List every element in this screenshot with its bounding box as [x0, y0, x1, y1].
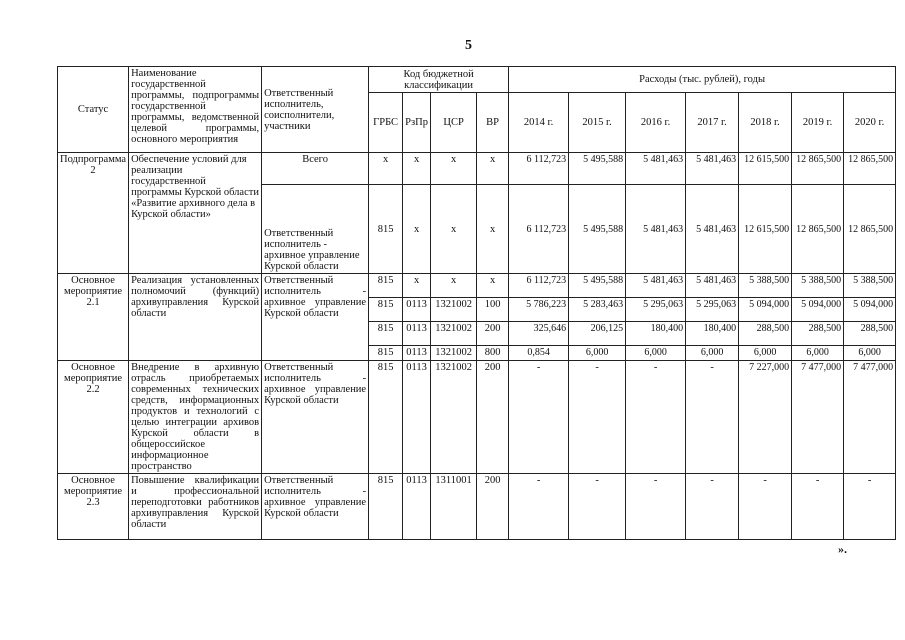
grbs-cell: 815: [369, 185, 403, 274]
status-cell: Основное мероприятие 2.2: [58, 361, 129, 474]
csr-cell: х: [431, 185, 477, 274]
rzpr-cell: 0113: [403, 298, 431, 322]
csr-cell: 1311001: [431, 474, 477, 540]
rzpr-cell: х: [403, 185, 431, 274]
value-cell: 5 495,588: [569, 185, 626, 274]
value-cell: 5 094,000: [844, 298, 896, 322]
closing-quote-mark: ».: [838, 542, 847, 556]
value-cell: -: [739, 474, 792, 540]
value-cell: -: [686, 361, 739, 474]
grbs-cell: 815: [369, 274, 403, 298]
value-cell: 180,400: [626, 322, 686, 346]
value-cell: 6 112,723: [509, 185, 569, 274]
table-row: [58, 274, 896, 298]
value-cell: 5 481,463: [686, 185, 739, 274]
value-cell: -: [792, 474, 844, 540]
grbs-cell: 815: [369, 474, 403, 540]
responsible-cell: Ответственный исполнитель - архивное управление Курской области: [262, 474, 369, 540]
budget-table: [57, 66, 896, 540]
name-cell: Внедрение в архивную отрасль приобретаемых современных технических средств, информационных продуктов и технологий с целью интеграции архивов Курской области в общероссийское информационное пространство: [129, 361, 262, 474]
status-cell: Подпрограмма 2: [58, 153, 129, 274]
csr-cell: х: [431, 153, 477, 185]
value-cell: 5 786,223: [509, 298, 569, 322]
value-cell: -: [686, 474, 739, 540]
responsible-cell: Ответственный исполнитель - архивное управление Курской области: [262, 274, 369, 361]
header-year-2020: 2020 г.: [844, 93, 896, 153]
grbs-cell: х: [369, 153, 403, 185]
vr-cell: 200: [477, 322, 509, 346]
value-cell: 5 481,463: [686, 274, 739, 298]
value-cell: 12 615,500: [739, 185, 792, 274]
value-cell: 6,000: [792, 346, 844, 361]
value-cell: 6,000: [686, 346, 739, 361]
responsible-cell: Всего: [262, 153, 369, 185]
value-cell: -: [626, 361, 686, 474]
value-cell: 325,646: [509, 322, 569, 346]
value-cell: 288,500: [844, 322, 896, 346]
csr-cell: 1321002: [431, 361, 477, 474]
value-cell: 6 112,723: [509, 153, 569, 185]
value-cell: 0,854: [509, 346, 569, 361]
vr-cell: 200: [477, 474, 509, 540]
header-grbs: ГРБС: [369, 93, 403, 153]
value-cell: -: [569, 474, 626, 540]
value-cell: 6,000: [739, 346, 792, 361]
vr-cell: х: [477, 274, 509, 298]
rzpr-cell: х: [403, 274, 431, 298]
rzpr-cell: 0113: [403, 346, 431, 361]
name-cell: Реализация установленных полномочий (функций) архивуправления Курской области: [129, 274, 262, 361]
value-cell: 5 481,463: [626, 153, 686, 185]
value-cell: 12 865,500: [792, 185, 844, 274]
vr-cell: х: [477, 153, 509, 185]
value-cell: 7 227,000: [739, 361, 792, 474]
value-cell: 5 481,463: [626, 274, 686, 298]
value-cell: 5 481,463: [686, 153, 739, 185]
value-cell: 5 094,000: [739, 298, 792, 322]
header-year-2016: 2016 г.: [626, 93, 686, 153]
value-cell: 7 477,000: [792, 361, 844, 474]
header-responsible: Ответственный исполнитель, соисполнители, участники: [262, 67, 369, 153]
table-row: [58, 361, 896, 474]
responsible-cell: Ответственный исполнитель - архивное управление Курской области: [262, 361, 369, 474]
header-rzpr: РзПр: [403, 93, 431, 153]
value-cell: 12 615,500: [739, 153, 792, 185]
status-cell: Основное мероприятие 2.1: [58, 274, 129, 361]
grbs-cell: 815: [369, 346, 403, 361]
value-cell: 5 388,500: [792, 274, 844, 298]
header-year-2017: 2017 г.: [686, 93, 739, 153]
value-cell: 12 865,500: [844, 185, 896, 274]
value-cell: 12 865,500: [792, 153, 844, 185]
value-cell: -: [626, 474, 686, 540]
value-cell: 6 112,723: [509, 274, 569, 298]
header-year-2019: 2019 г.: [792, 93, 844, 153]
header-status: Статус: [58, 67, 129, 153]
table-row: [58, 153, 896, 185]
value-cell: 288,500: [792, 322, 844, 346]
grbs-cell: 815: [369, 361, 403, 474]
value-cell: 5 481,463: [626, 185, 686, 274]
status-cell: Основное мероприятие 2.3: [58, 474, 129, 540]
vr-cell: 800: [477, 346, 509, 361]
value-cell: 5 295,063: [686, 298, 739, 322]
value-cell: 5 388,500: [844, 274, 896, 298]
grbs-cell: 815: [369, 298, 403, 322]
header-vr: ВР: [477, 93, 509, 153]
header-expenses: Расходы (тыс. рублей), годы: [509, 67, 896, 93]
value-cell: 6,000: [569, 346, 626, 361]
header-budget-code: Код бюджетной классификации: [369, 67, 509, 93]
csr-cell: 1321002: [431, 298, 477, 322]
vr-cell: 200: [477, 361, 509, 474]
page-number: 5: [465, 38, 472, 53]
value-cell: 206,125: [569, 322, 626, 346]
value-cell: 5 295,063: [626, 298, 686, 322]
value-cell: 5 495,588: [569, 153, 626, 185]
value-cell: 5 283,463: [569, 298, 626, 322]
header-year-2018: 2018 г.: [739, 93, 792, 153]
value-cell: 5 495,588: [569, 274, 626, 298]
csr-cell: 1321002: [431, 322, 477, 346]
value-cell: 288,500: [739, 322, 792, 346]
value-cell: -: [569, 361, 626, 474]
responsible-cell: Ответственный исполнитель - архивное управление Курской области: [262, 185, 369, 274]
rzpr-cell: 0113: [403, 474, 431, 540]
value-cell: 6,000: [626, 346, 686, 361]
value-cell: 5 094,000: [792, 298, 844, 322]
value-cell: 180,400: [686, 322, 739, 346]
value-cell: -: [509, 361, 569, 474]
vr-cell: 100: [477, 298, 509, 322]
rzpr-cell: 0113: [403, 322, 431, 346]
value-cell: -: [509, 474, 569, 540]
table-row: [58, 474, 896, 540]
header-year-2014: 2014 г.: [509, 93, 569, 153]
value-cell: 6,000: [844, 346, 896, 361]
header-year-2015: 2015 г.: [569, 93, 626, 153]
rzpr-cell: 0113: [403, 361, 431, 474]
value-cell: -: [844, 474, 896, 540]
name-cell: Повышение квалификации и профессиональной переподготовки работников архивуправления Курской области: [129, 474, 262, 540]
header-name: Наименование государственной программы, подпрограммы государственной программы, ведомственной целевой программы, основного мероприятия: [129, 67, 262, 153]
csr-cell: 1321002: [431, 346, 477, 361]
grbs-cell: 815: [369, 322, 403, 346]
name-cell: Обеспечение условий для реализации государственной программы Курской области «Развитие архивного дела в Курской области»: [129, 153, 262, 274]
header-csr: ЦСР: [431, 93, 477, 153]
rzpr-cell: х: [403, 153, 431, 185]
value-cell: 12 865,500: [844, 153, 896, 185]
value-cell: 5 388,500: [739, 274, 792, 298]
csr-cell: х: [431, 274, 477, 298]
value-cell: 7 477,000: [844, 361, 896, 474]
vr-cell: х: [477, 185, 509, 274]
